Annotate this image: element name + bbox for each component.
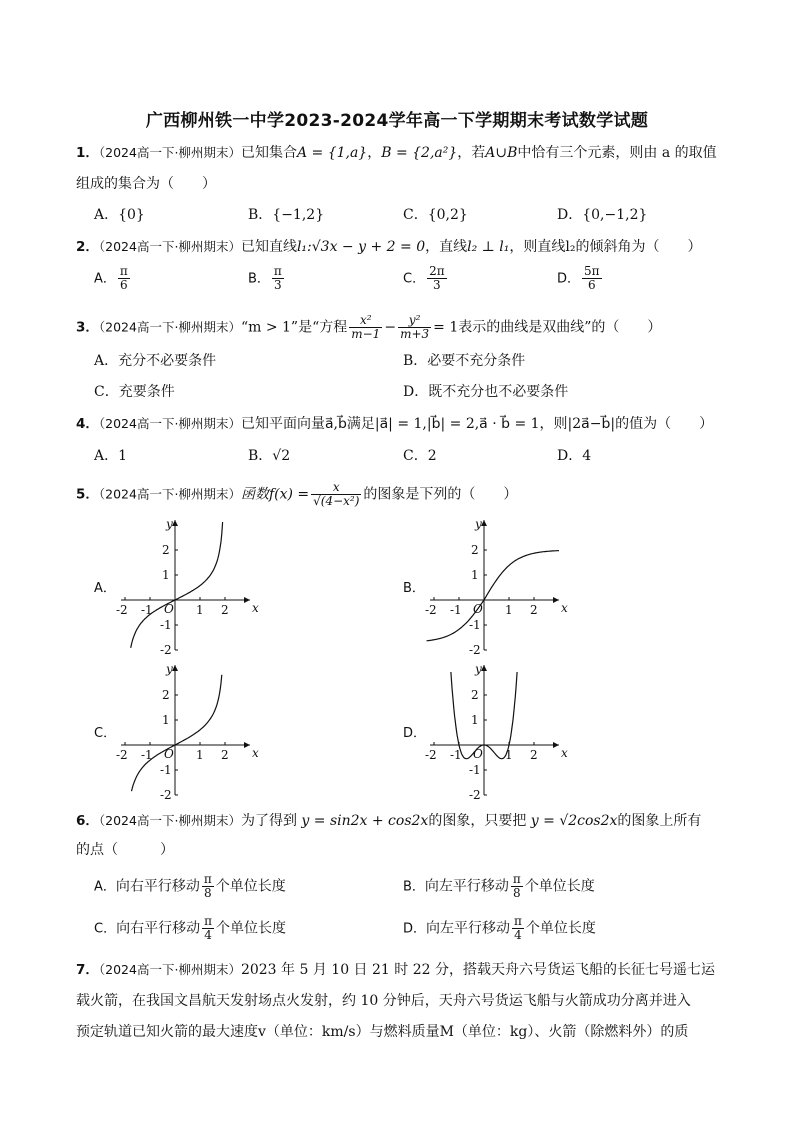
- x-axis-arrow: [553, 597, 559, 603]
- option-text: 向右平行移动: [115, 878, 200, 895]
- denominator: 4: [204, 928, 212, 942]
- page-title: 广西柳州铁一中学2023-2024学年高一下学期期末考试数学试题: [145, 111, 649, 131]
- numerator: π: [203, 872, 212, 886]
- x-tick-label: 1: [505, 748, 513, 762]
- x-axis-label: x: [561, 601, 568, 615]
- origin-label: O: [164, 602, 174, 616]
- y-tick-label: 1: [471, 713, 479, 727]
- origin-label: O: [473, 747, 483, 761]
- y-tick-label: -1: [160, 763, 172, 777]
- denominator: 8: [513, 886, 521, 900]
- option-text: 向右平行移动: [116, 920, 201, 937]
- denominator: 3: [433, 278, 441, 292]
- y-axis-arrow: [481, 665, 487, 671]
- question-2-perp: l₂ ⊥ l₁: [467, 239, 510, 255]
- option-text-post: 个单位长度: [525, 920, 596, 937]
- question-6-source: （2024高一下·柳州期末）: [98, 813, 241, 828]
- axes-svg: [425, 512, 577, 657]
- question-3-text-b: = 1表示的曲线是双曲线”的（ ）: [433, 319, 662, 336]
- question-3-number: 3．: [76, 319, 99, 336]
- numerator: y²: [398, 314, 431, 328]
- question-1-text-c: 中恰有三个元素，则由 a 的取值: [517, 145, 717, 161]
- question-5-option-b-label[interactable]: B．: [403, 581, 425, 596]
- question-4-number: 4．: [76, 416, 99, 432]
- question-7-line-2: 载火箭，在我国文昌航天发射场点火发射，约 10 分钟后，天舟六号货运飞船与火箭成功分离并进入: [76, 993, 691, 1009]
- question-4-option-a[interactable]: A．1: [94, 448, 128, 464]
- question-3-option-c[interactable]: C．充要条件: [94, 384, 175, 400]
- denominator: 3: [274, 278, 282, 292]
- option-label: B．: [248, 271, 270, 287]
- x-tick-label: -1: [450, 603, 462, 617]
- question-5-line-1: [76, 481, 517, 508]
- question-7-number: 7．: [76, 962, 99, 978]
- y-tick-label: 1: [162, 568, 170, 582]
- graph-option-b[interactable]: [427, 512, 577, 656]
- question-3-line-1: [76, 314, 661, 341]
- question-1-source: （2024高一下·柳州期末）: [98, 145, 241, 160]
- option-label: C．: [403, 271, 426, 287]
- question-2-option-b[interactable]: [248, 265, 286, 292]
- graph-option-c[interactable]: [118, 657, 268, 801]
- y-axis-label: y: [166, 662, 173, 676]
- question-4-option-d[interactable]: D．4: [557, 448, 592, 464]
- y-tick-label: -2: [160, 643, 172, 657]
- question-2-option-a[interactable]: [94, 265, 132, 292]
- question-7-text: 2023 年 5 月 10 日 21 时 22 分，搭载天舟六号货运飞船的长征七号遥七运: [240, 962, 715, 978]
- x-tick-label: -2: [116, 603, 128, 617]
- y-tick-label: -1: [469, 763, 481, 777]
- x-axis-label: x: [252, 746, 259, 760]
- question-7-source: （2024高一下·柳州期末）: [98, 962, 241, 977]
- x-tick-label: -1: [141, 603, 153, 617]
- denominator: 6: [120, 278, 128, 292]
- question-4-text: 已知平面向量a⃗,b⃗满足|a⃗| = 1,|b⃗| = 2,a⃗ · b⃗ = 1，则|2a⃗−b⃗|的值为（ ）: [240, 416, 714, 432]
- question-3-option-a[interactable]: A．充分不必要条件: [94, 353, 217, 369]
- numerator: π: [204, 914, 212, 928]
- question-2-source: （2024高一下·柳州期末）: [98, 239, 241, 254]
- option-label: A．: [94, 271, 116, 287]
- option-text: 向左平行移动: [426, 920, 511, 937]
- fraction: [398, 314, 431, 341]
- denominator: m+3: [400, 327, 430, 341]
- origin-label: O: [473, 602, 483, 616]
- numerator: x²: [349, 314, 382, 328]
- question-6-option-a[interactable]: [94, 873, 286, 900]
- fraction: [512, 915, 524, 942]
- question-1-option-c[interactable]: C．{0,2}: [403, 207, 468, 223]
- denominator: 4: [514, 928, 522, 942]
- y-tick-label: -2: [469, 788, 481, 802]
- question-6-source-func: y = √2cos2x: [530, 813, 618, 829]
- question-2-line-1: [76, 237, 701, 257]
- x-tick-label: 1: [505, 603, 513, 617]
- question-7-line-1: [76, 960, 715, 980]
- x-tick-label: -1: [450, 748, 462, 762]
- fraction: [582, 265, 602, 292]
- y-tick-label: 2: [162, 688, 170, 702]
- axes-svg: [116, 512, 268, 657]
- numerator: 2π: [429, 264, 445, 278]
- question-2-option-d[interactable]: [557, 265, 604, 292]
- question-1-line-1: [76, 143, 717, 163]
- question-6-option-c[interactable]: [94, 915, 286, 942]
- numerator: π: [119, 264, 128, 278]
- y-tick-label: 2: [162, 543, 170, 557]
- question-1-set-a: A = {1,a}: [296, 145, 368, 161]
- question-6-target-func: y = sin2x + cos2x: [301, 813, 429, 829]
- numerator: 5π: [584, 264, 600, 278]
- y-axis-arrow: [481, 520, 487, 526]
- question-6-text-c: 的图象上所有: [617, 813, 702, 829]
- question-1-option-b[interactable]: B．{−1,2}: [248, 207, 325, 223]
- numerator: π: [514, 914, 522, 928]
- question-1-sep: ，: [367, 145, 382, 161]
- question-6-option-b[interactable]: [403, 873, 595, 900]
- option-text-post: 个单位长度: [215, 920, 286, 937]
- y-tick-label: 1: [162, 713, 170, 727]
- x-axis-arrow: [553, 742, 559, 748]
- question-6-option-d[interactable]: [403, 915, 596, 942]
- fraction: [311, 481, 361, 508]
- question-4-option-b[interactable]: B．√2: [248, 448, 291, 464]
- graph-option-d[interactable]: [427, 657, 577, 801]
- question-2-line-l1: l₁:√3x − y + 2 = 0: [296, 239, 426, 255]
- question-3-source: （2024高一下·柳州期末）: [98, 319, 241, 335]
- y-axis-arrow: [172, 665, 178, 671]
- y-axis-label: y: [475, 662, 482, 676]
- y-tick-label: -1: [469, 618, 481, 632]
- question-5-function: 函数f(x) =: [240, 486, 310, 503]
- axes-svg: [425, 657, 577, 802]
- question-2-text: 已知直线: [240, 239, 297, 255]
- y-axis-arrow: [172, 520, 178, 526]
- x-tick-label: -2: [116, 748, 128, 762]
- option-text-post: 个单位长度: [524, 878, 595, 895]
- y-axis-label: y: [475, 517, 482, 531]
- fraction: [427, 265, 447, 292]
- x-tick-label: 2: [530, 748, 538, 762]
- x-tick-label: -2: [425, 603, 437, 617]
- fraction: [118, 265, 130, 292]
- question-1-set-b: B = {2,a²}: [381, 145, 458, 161]
- denominator: 6: [587, 278, 596, 292]
- function-curve: [427, 551, 560, 641]
- question-2-option-c[interactable]: [403, 265, 449, 292]
- question-2-number: 2．: [76, 239, 99, 255]
- question-4-line-1: [76, 414, 713, 434]
- question-5-number: 5．: [76, 486, 99, 503]
- axes-svg: [116, 657, 268, 802]
- question-5-option-c-label[interactable]: C．: [94, 726, 117, 741]
- question-5-source: （2024高一下·柳州期末）: [98, 486, 241, 502]
- question-1-option-d[interactable]: D．{0,−1,2}: [557, 207, 648, 223]
- question-3-option-b[interactable]: B．必要不充分条件: [403, 353, 526, 369]
- x-tick-label: 1: [196, 603, 204, 617]
- question-5-text-b: 的图象是下列的（ ）: [363, 486, 518, 503]
- option-label: B．: [403, 879, 425, 895]
- option-text-post: 个单位长度: [215, 878, 286, 895]
- y-tick-label: -2: [469, 643, 481, 657]
- option-label: A．: [94, 879, 116, 895]
- x-tick-label: -2: [425, 748, 437, 762]
- y-axis-label: y: [166, 517, 173, 531]
- minus-sign: −: [384, 319, 397, 336]
- question-3-option-d[interactable]: D．既不充分也不必要条件: [403, 384, 569, 400]
- numerator: π: [512, 872, 521, 886]
- question-6-line-1: [76, 811, 701, 831]
- question-1-text: 已知集合: [240, 145, 297, 161]
- function-curve: [132, 675, 222, 791]
- origin-label: O: [164, 747, 174, 761]
- question-1-option-a[interactable]: A．{0}: [94, 207, 145, 223]
- fraction: [202, 873, 214, 900]
- question-7-line-3: 预定轨道已知火箭的最大速度v（单位：km/s）与燃料质量M（单位：kg）、火箭（除燃料外）的质: [76, 1024, 689, 1040]
- question-5-option-d-label[interactable]: D．: [403, 726, 427, 741]
- denominator: 8: [204, 886, 212, 900]
- option-label: D．: [557, 271, 581, 287]
- question-3-text: “m > 1”是“方程: [240, 319, 348, 336]
- x-tick-label: 2: [221, 603, 229, 617]
- x-axis-arrow: [244, 597, 250, 603]
- fraction: [349, 314, 382, 341]
- question-5-option-a-label[interactable]: A．: [94, 581, 116, 596]
- numerator: π: [273, 264, 282, 278]
- question-1-number: 1．: [76, 145, 99, 161]
- question-2-text-c: ，则直线l₂的倾斜角为（ ）: [509, 239, 702, 255]
- x-tick-label: 2: [530, 603, 538, 617]
- denominator: √(4−x²): [313, 494, 360, 508]
- function-curve: [131, 522, 223, 648]
- y-tick-label: 2: [471, 688, 479, 702]
- fraction: [202, 915, 214, 942]
- y-tick-label: -2: [160, 788, 172, 802]
- option-text: 向左平行移动: [424, 878, 509, 895]
- option-label: C．: [94, 921, 117, 937]
- question-1-text-b: ，若: [457, 145, 486, 161]
- question-6-number: 6．: [76, 813, 99, 829]
- y-tick-label: 1: [471, 568, 479, 582]
- question-1-union: A∪B: [485, 145, 518, 161]
- y-tick-label: 2: [471, 543, 479, 557]
- numerator: x: [311, 481, 361, 495]
- x-axis-label: x: [252, 601, 259, 615]
- y-tick-label: -1: [160, 618, 172, 632]
- question-4-option-c[interactable]: C．2: [403, 448, 437, 464]
- graph-option-a[interactable]: [118, 512, 268, 656]
- x-axis-label: x: [561, 746, 568, 760]
- option-label: D．: [403, 921, 427, 937]
- question-6-text-b: 的图象，只要把: [428, 813, 527, 829]
- x-axis-arrow: [244, 742, 250, 748]
- fraction: [511, 873, 523, 900]
- x-tick-label: 2: [221, 748, 229, 762]
- question-6-line-2: 的点（ ）: [76, 842, 174, 858]
- question-2-text-b: ，直线: [425, 239, 468, 255]
- question-4-source: （2024高一下·柳州期末）: [98, 416, 241, 431]
- fraction: [272, 265, 284, 292]
- denominator: m−1: [351, 327, 381, 341]
- question-6-text: 为了得到: [240, 813, 297, 829]
- question-1-line-2: 组成的集合为（ ）: [76, 176, 216, 192]
- x-tick-label: 1: [196, 748, 204, 762]
- x-tick-label: -1: [141, 748, 153, 762]
